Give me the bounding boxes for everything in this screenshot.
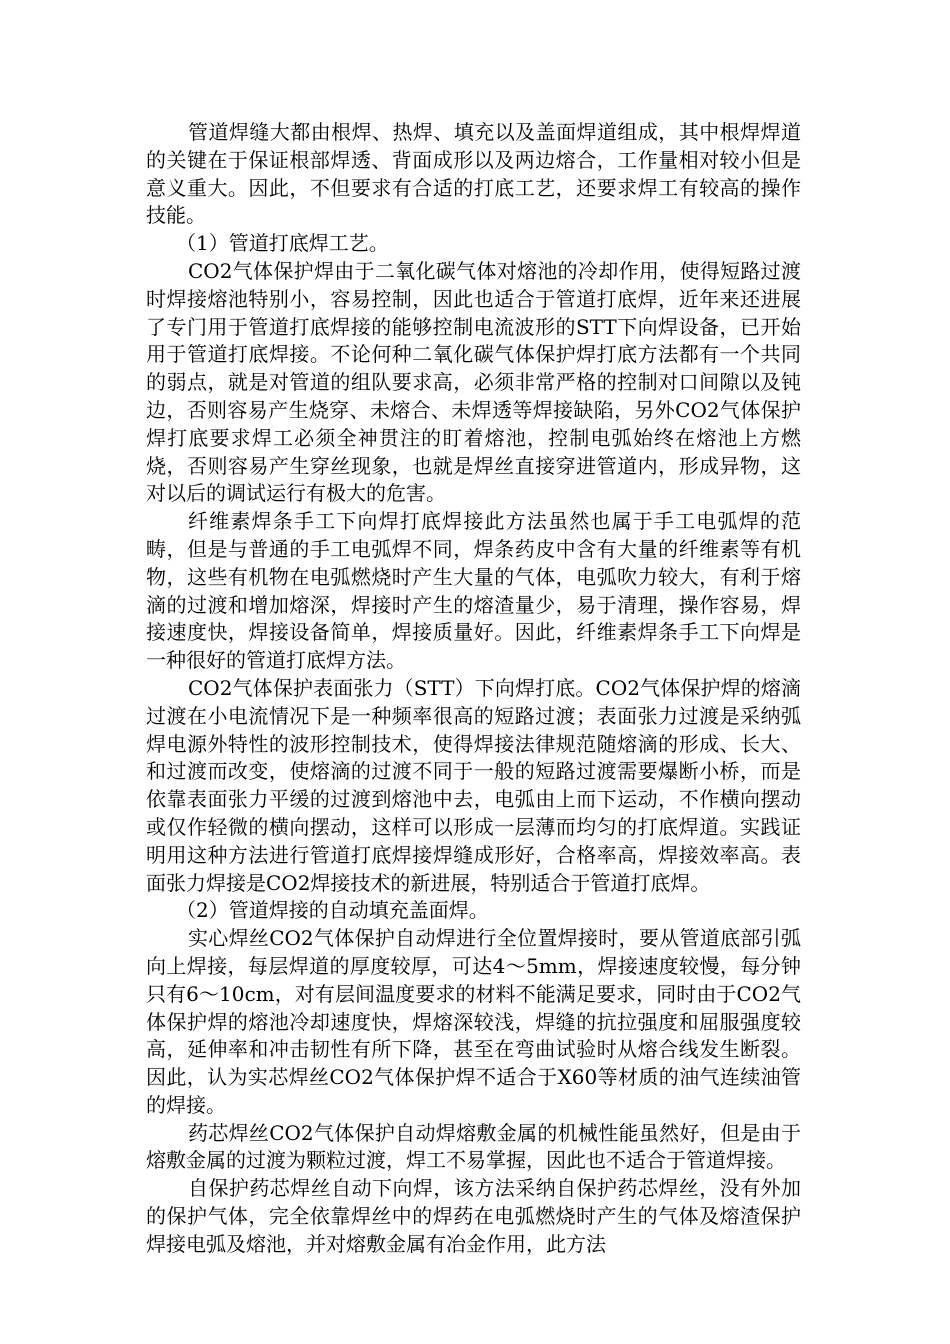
paragraph-cellulose-electrode: 纤维素焊条手工下向焊打底焊接此方法虽然也属于手工电弧焊的范畴，但是与普通的手工电弧焊不同，焊条药皮中含有大量的纤维素等有机物，这些有机物在电弧燃烧时产生大量的气体，电弧吹力较大，有利于熔滴的过渡和增加熔深，焊接时产生的熔渣量少，易于清理，操作容易，焊接速度快，焊接设备简单，焊接质量好。因此，纤维素焊条手工下向焊是一种很好的管道打底焊方法。 [146, 509, 801, 673]
paragraph-co2-root-welding: CO2气体保护焊由于二氧化碳气体对熔池的冷却作用，使得短路过渡时焊接熔池特别小，容易控制，因此也适合于管道打底焊，近年来还进展了专门用于管道打底焊接的能够控制电流波形的STT下向焊设备，已开始用于管道打底焊接。不论何种二氧化碳气体保护焊打底方法都有一个共同的弱点，就是对管道的组队要求高，必须非常严格的控制对口间隙以及钝边，否则容易产生烧穿、未熔合、未焊透等焊接缺陷，另外CO2气体保护焊打底要求焊工必须全神贯注的盯着熔池，控制电弧始终在熔池上方燃烧，否则容易产生穿丝现象，也就是焊丝直接穿进管道内，形成异物，这对以后的调试运行有极大的危害。 [146, 258, 801, 506]
paragraph-self-shielded-wire: 自保护药芯焊丝自动下向焊，该方法采纳自保护药芯焊丝，没有外加的保护气体，完全依靠焊丝中的焊药在电弧燃烧时产生的气体及熔渣保护焊接电弧及熔池，并对熔敷金属有冶金作用，此方法 [146, 1176, 801, 1256]
paragraph-stt-welding: CO2气体保护表面张力（STT）下向焊打底。CO2气体保护焊的熔滴过渡在小电流情况下是一种频率很高的短路过渡；表面张力过渡是采纳弧焊电源外特性的波形控制技术，使得焊接法律规范随熔滴的形成、长大、和过渡而改变，使熔滴的过渡不同于一般的短路过渡需要爆断小桥，而是依靠表面张力平缓的过渡到熔池中去，电弧由上而下运动，不作横向摆动或仅作轻微的横向摆动，这样可以形成一层薄而均匀的打底焊道。实践证明用这种方法进行管道打底焊接焊缝成形好，合格率高，焊接效率高。表面张力焊接是CO2焊接技术的新进展，特别适合于管道打底焊。 [146, 675, 801, 895]
section-heading-auto-fill-cap: （2）管道焊接的自动填充盖面焊。 [176, 898, 489, 923]
paragraph-intro: 管道焊缝大都由根焊、热焊、填充以及盖面焊道组成，其中根焊焊道的关键在于保证根部焊透、背面成形以及两边熔合，工作量相对较小但是意义重大。因此，不但要求有合适的打底工艺，还要求焊工有较高的操作技能。 [146, 120, 801, 228]
paragraph-solid-wire: 实心焊丝CO2气体保护自动焊进行全位置焊接时，要从管道底部引弧向上焊接，每层焊道的厚度较厚，可达4～5mm，焊接速度较慢，每分钟只有6～10cm，对有层间温度要求的材料不能满足要求，同时由于CO2气体保护焊的熔池冷却速度快，焊熔深较浅，焊缝的抗拉强度和屈服强度较高，延伸率和冲击韧性有所下降，甚至在弯曲试验时从熔合线发生断裂。因此，认为实芯焊丝CO2气体保护焊不适合于X60等材质的油气连续油管的焊接。 [146, 926, 801, 1117]
section-heading-root-welding: （1）管道打底焊工艺。 [176, 231, 389, 256]
paragraph-flux-cored-wire: 药芯焊丝CO2气体保护自动焊熔敷金属的机械性能虽然好，但是由于熔敷金属的过渡为颗粒过渡，焊工不易掌握，因此也不适合于管道焊接。 [146, 1120, 801, 1173]
document-body [146, 119, 801, 1259]
